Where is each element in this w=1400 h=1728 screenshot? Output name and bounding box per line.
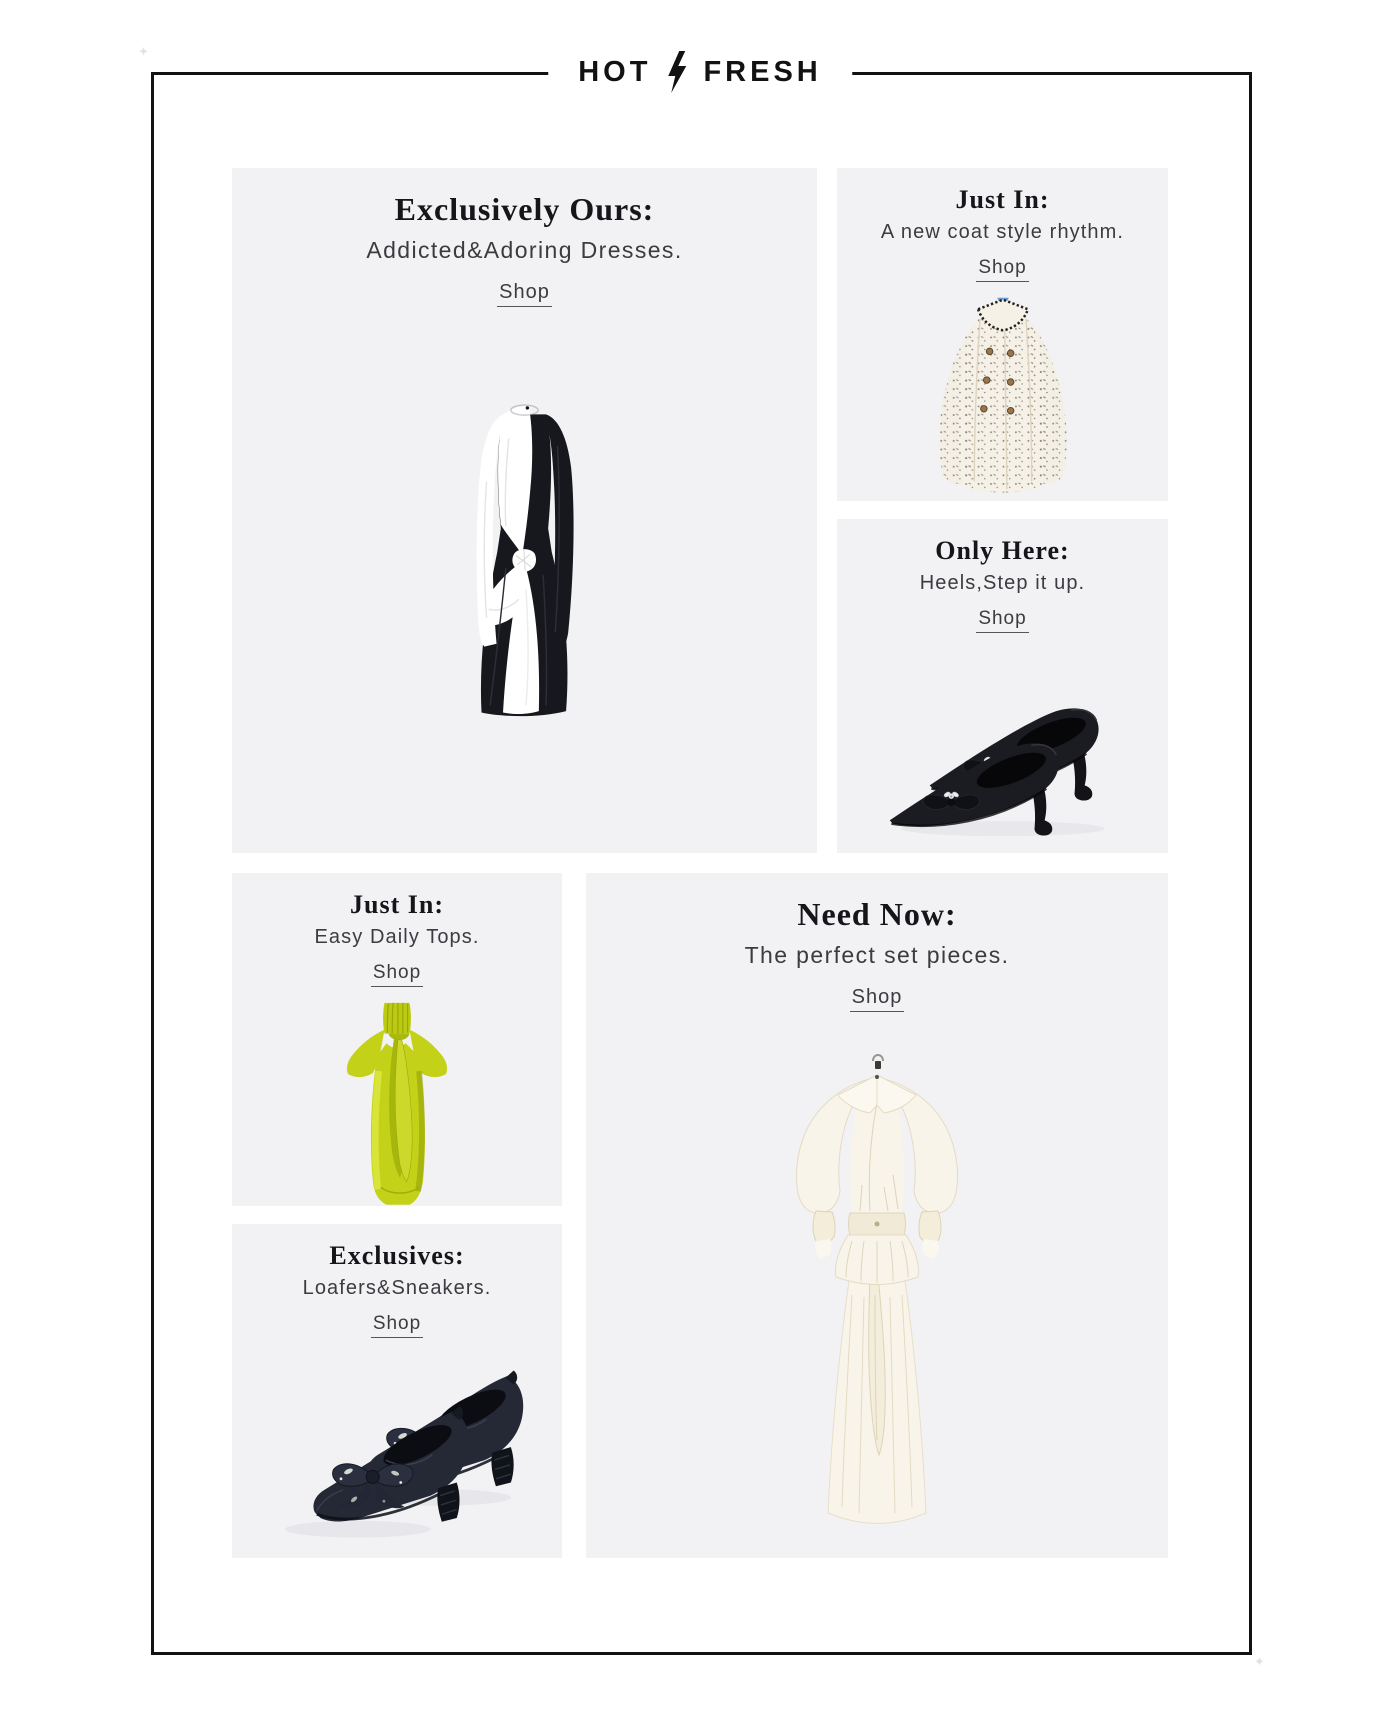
top-product-image[interactable] (333, 999, 461, 1206)
card-only-here-heels (837, 519, 1168, 853)
shop-link[interactable]: Shop (976, 257, 1028, 282)
card-exclusively-ours (232, 168, 817, 853)
shop-link[interactable]: Shop (976, 608, 1028, 633)
set-product-image[interactable] (772, 1045, 982, 1545)
card-title: Exclusively Ours: (394, 191, 655, 227)
card-just-in-tops (232, 873, 562, 1206)
shop-link[interactable]: Shop (371, 1313, 423, 1338)
header-word-hot: HOT (578, 55, 652, 88)
card-title: Just In: (955, 185, 1050, 214)
shop-link[interactable]: Shop (371, 962, 423, 987)
card-subtitle: The perfect set pieces. (744, 941, 1010, 968)
card-subtitle: A new coat style rhythm. (880, 221, 1125, 244)
card-subtitle: Easy Daily Tops. (314, 926, 480, 949)
corner-sparkle-artifact: ✦ (1254, 1655, 1265, 1670)
card-subtitle: Heels,Step it up. (919, 572, 1086, 595)
lightning-bolt-icon (666, 51, 688, 93)
card-need-now (586, 873, 1168, 1558)
card-title: Just In: (350, 890, 444, 919)
corner-sparkle-artifact: ✦ (138, 45, 149, 60)
card-exclusives-loafers (232, 1224, 562, 1558)
dress-product-image[interactable] (417, 343, 632, 771)
card-subtitle: Loafers&Sneakers. (302, 1277, 492, 1300)
header-word-fresh: FRESH (703, 55, 822, 88)
card-title: Only Here: (935, 536, 1070, 565)
card-just-in-coat (837, 168, 1168, 501)
shop-link[interactable]: Shop (850, 986, 905, 1012)
card-subtitle: Addicted&Adoring Dresses. (366, 236, 683, 263)
heels-product-image[interactable] (878, 657, 1128, 842)
hot-fresh-header (548, 45, 852, 99)
card-title: Exclusives: (329, 1241, 465, 1270)
coat-product-image[interactable] (923, 292, 1083, 501)
card-title: Need Now: (797, 896, 957, 932)
shop-link[interactable]: Shop (497, 281, 552, 307)
loafers-product-image[interactable] (266, 1350, 528, 1546)
